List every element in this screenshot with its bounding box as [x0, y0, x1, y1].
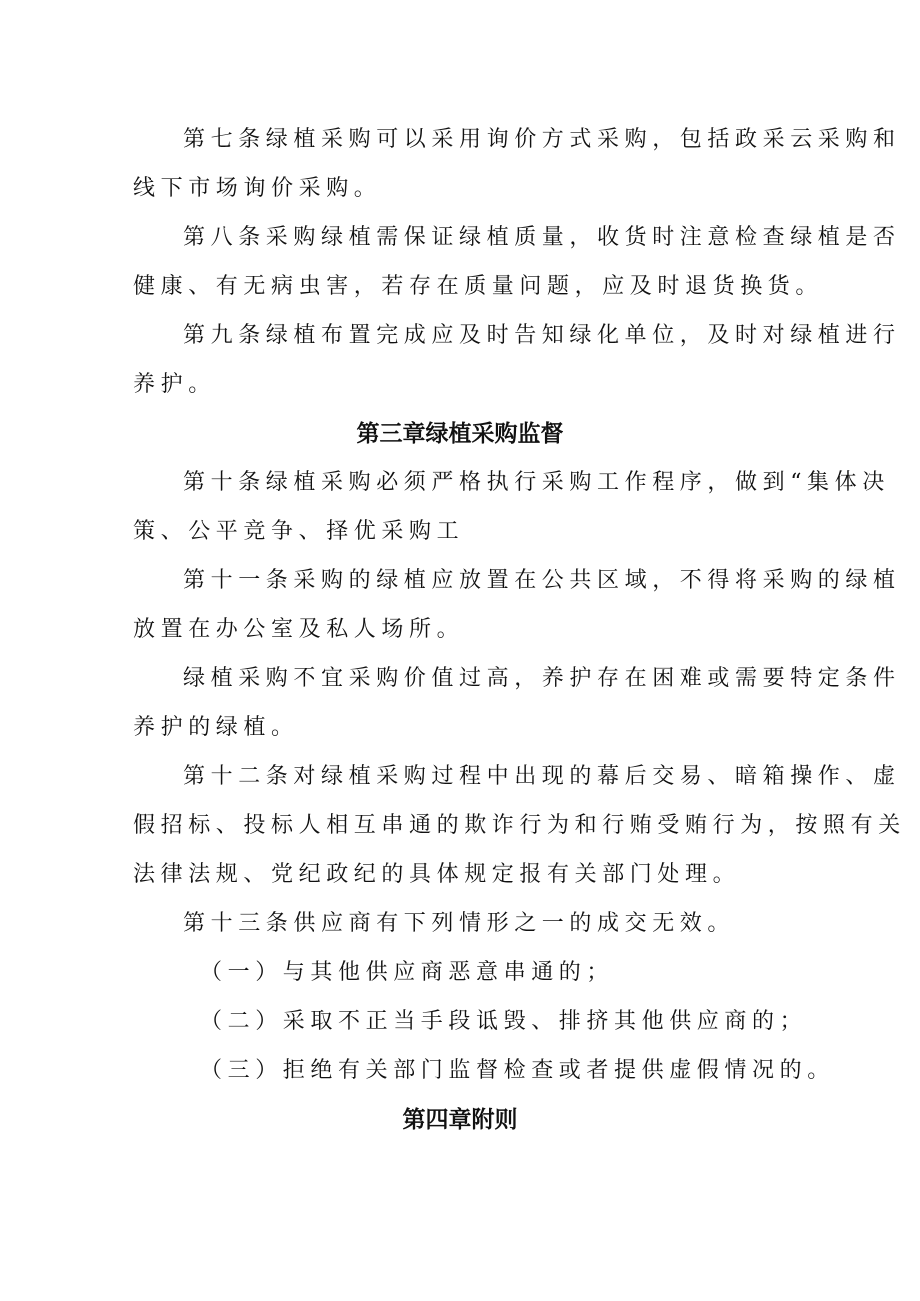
list-item-3: （三）拒绝有关部门监督检查或者提供虚假情况的。	[200, 1058, 835, 1083]
article-9-line-1: 第九条绿植布置完成应及时告知绿化单位，及时对绿植进行	[183, 323, 901, 348]
note-line-2: 养护的绿植。	[133, 715, 299, 740]
article-10-line-1: 第十条绿植采购必须严格执行采购工作程序，做到“集体决	[183, 470, 890, 495]
chapter-3-heading: 第三章绿植采购监督	[356, 421, 564, 447]
note-line-1: 绿植采购不宜采购价值过高，养护存在困难或需要特定条件	[183, 666, 901, 691]
article-8-line-1: 第八条采购绿植需保证绿植质量，收货时注意检查绿植是否	[183, 225, 901, 250]
article-12-line-2: 假招标、投标人相互串通的欺诈行为和行贿受贿行为，按照有关	[133, 813, 906, 838]
article-10-line-2: 策、公平竞争、择优采购工	[133, 519, 465, 544]
article-11-line-2: 放置在办公室及私人场所。	[133, 617, 465, 642]
article-8-line-2: 健康、有无病虫害，若存在质量问题，应及时退货换货。	[133, 274, 824, 299]
article-11-line-1: 第十一条采购的绿植应放置在公共区域，不得将采购的绿植	[183, 568, 901, 593]
list-item-1: （一）与其他供应商恶意串通的；	[200, 960, 615, 985]
article-12-line-1: 第十二条对绿植采购过程中出现的幕后交易、暗箱操作、虚	[183, 764, 901, 789]
chapter-4-heading: 第四章附则	[402, 1107, 518, 1133]
article-12-line-3: 法律法规、党纪政纪的具体规定报有关部门处理。	[133, 862, 741, 887]
article-13-line-1: 第十三条供应商有下列情形之一的成交无效。	[183, 911, 736, 936]
list-item-2: （二）采取不正当手段诋毁、排挤其他供应商的；	[200, 1009, 808, 1034]
article-7-line-1: 第七条绿植采购可以采用询价方式采购，包括政采云采购和	[183, 127, 901, 152]
article-9-line-2: 养护。	[133, 372, 216, 397]
article-7-line-2: 线下市场询价采购。	[133, 176, 382, 201]
